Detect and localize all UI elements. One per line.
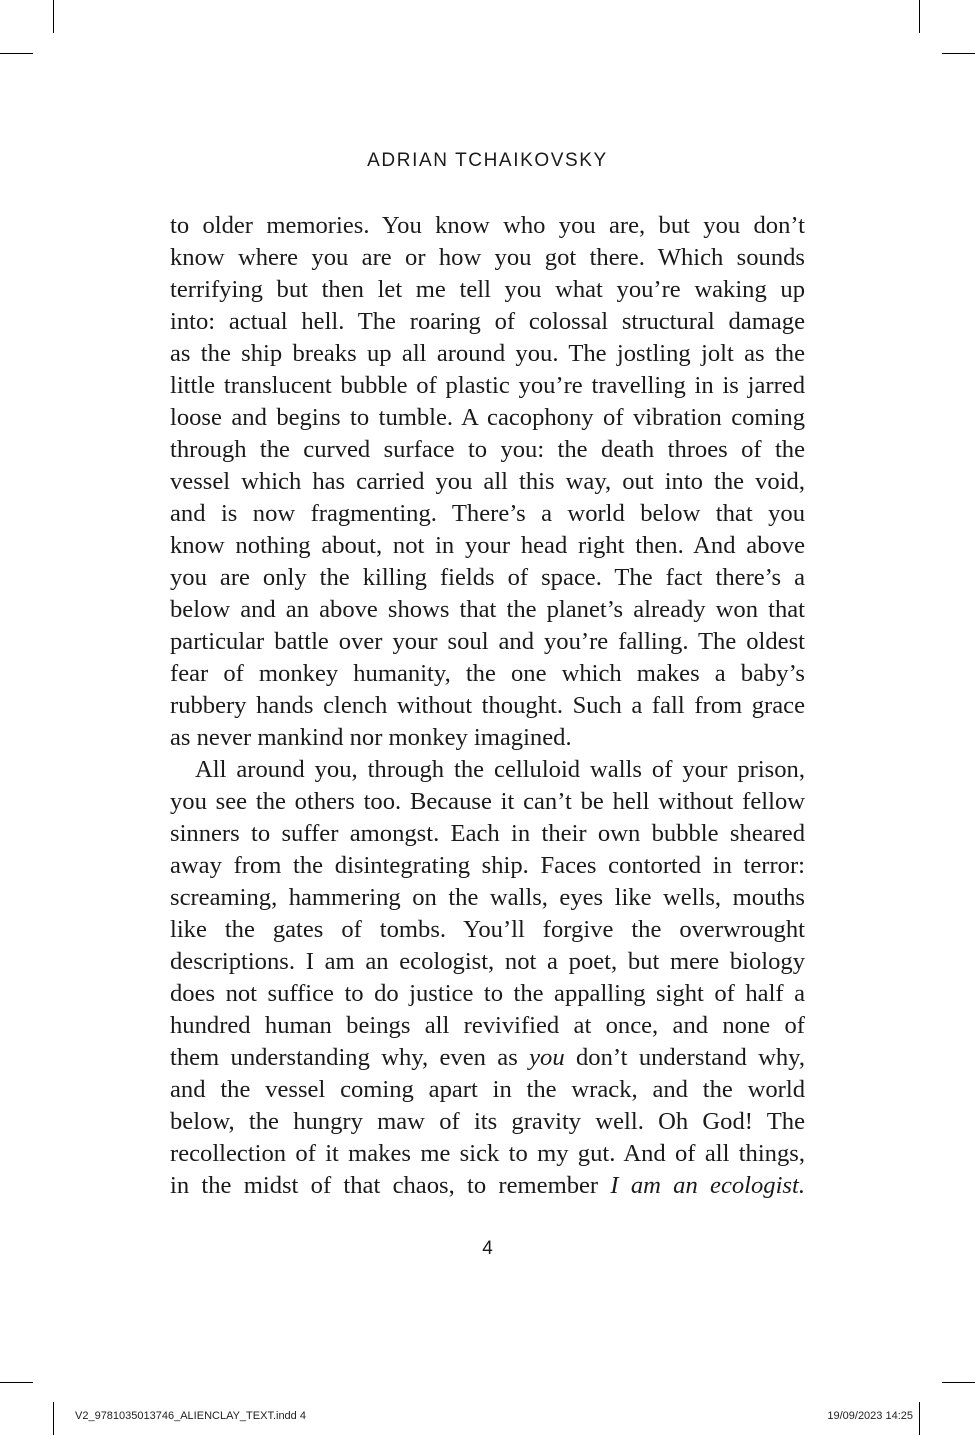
text-line: and the vessel coming apart in the wrack, and the world	[170, 1076, 805, 1103]
text-line: particular battle over your soul and you’re falling. The oldest	[170, 628, 805, 655]
text-run: don’t understand why,	[564, 1044, 805, 1071]
text-line: to older memories. You know who you are, but you don’t	[170, 212, 805, 239]
running-head: ADRIAN TCHAIKOVSKY	[367, 150, 608, 171]
crop-mark	[0, 1382, 33, 1383]
crop-mark	[919, 1402, 920, 1435]
crop-mark	[53, 0, 54, 33]
slug-datetime: 19/09/2023 14:25	[827, 1410, 913, 1422]
text-line: screaming, hammering on the walls, eyes like wells, mouths	[170, 884, 805, 911]
text-line: know where you are or how you got there. Which sounds	[170, 244, 805, 271]
text-line: recollection of it makes me sick to my gut. And of all things,	[170, 1140, 805, 1167]
text-line: as the ship breaks up all around you. The jostling jolt as the	[170, 340, 805, 367]
text-line: know nothing about, not in your head right then. And above	[170, 532, 805, 559]
crop-mark	[942, 1382, 975, 1383]
text-line: like the gates of tombs. You’ll forgive the overwrought	[170, 916, 805, 943]
italic-run: you	[529, 1044, 565, 1071]
text-run: in the midst of that chaos, to remember	[170, 1172, 611, 1199]
text-line: descriptions. I am an ecologist, not a poet, but mere biology	[170, 948, 805, 975]
text-line: hundred human beings all revivified at once, and none of	[170, 1012, 805, 1039]
text-line	[170, 1042, 805, 1074]
text-line: into: actual hell. The roaring of colossal structural damage	[170, 308, 805, 335]
crop-mark	[0, 53, 33, 54]
text-line: terrifying but then let me tell you what you’re waking up	[170, 276, 805, 303]
text-line: fear of monkey humanity, the one which makes a baby’s	[170, 660, 805, 687]
crop-mark	[919, 0, 920, 33]
text-run: them understanding why, even as	[170, 1044, 530, 1071]
text-line: All around you, through the celluloid walls of your prison,	[195, 756, 805, 783]
text-line: as never mankind nor monkey imagined.	[170, 724, 572, 751]
slug-file: V2_9781035013746_ALIENCLAY_TEXT.indd 4	[75, 1410, 306, 1422]
text-line: below, the hungry maw of its gravity well. Oh God! The	[170, 1108, 805, 1135]
text-line: you are only the killing fields of space. The fact there’s a	[170, 564, 805, 591]
text-line: and is now fragmenting. There’s a world below that you	[170, 500, 805, 527]
page-number: 4	[482, 1238, 493, 1259]
text-line: rubbery hands clench without thought. Such a fall from grace	[170, 692, 805, 719]
text-line: away from the disintegrating ship. Faces contorted in terror:	[170, 852, 805, 879]
text-line: you see the others too. Because it can’t be hell without fellow	[170, 788, 805, 815]
crop-mark	[53, 1402, 54, 1435]
text-line: vessel which has carried you all this way, out into the void,	[170, 468, 805, 495]
text-line: sinners to suffer amongst. Each in their own bubble sheared	[170, 820, 805, 847]
crop-mark	[942, 53, 975, 54]
italic-run: I am an ecologist.	[610, 1172, 805, 1199]
body-text	[170, 210, 805, 1202]
text-line: loose and begins to tumble. A cacophony of vibration coming	[170, 404, 805, 431]
text-line: through the curved surface to you: the death throes of the	[170, 436, 805, 463]
text-line: little translucent bubble of plastic you’re travelling in is jarred	[170, 372, 805, 399]
text-line: does not suffice to do justice to the appalling sight of half a	[170, 980, 805, 1007]
text-line: below and an above shows that the planet’s already won that	[170, 596, 805, 623]
text-line	[170, 1170, 805, 1202]
